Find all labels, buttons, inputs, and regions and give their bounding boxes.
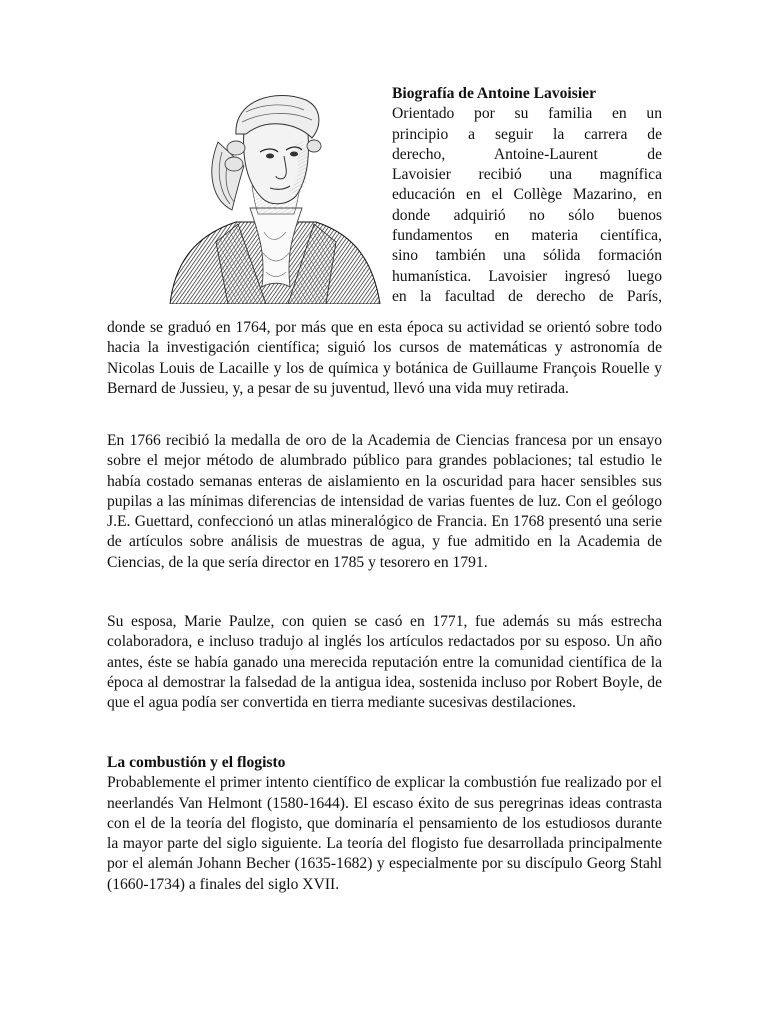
intro-line: humanística. Lavoisier ingresó luego xyxy=(392,267,662,285)
intro-line: educación en el Collège Mazarino, en xyxy=(392,186,662,204)
intro-line: Orientado por su familia en un xyxy=(392,105,662,123)
portrait-image xyxy=(166,82,382,304)
section-combustion xyxy=(107,753,662,895)
intro-line: fundamentos en materia científica, xyxy=(392,227,662,245)
intro-line: sino también una sólida formación xyxy=(392,247,662,265)
document-title: Biografía de Antoine Lavoisier xyxy=(392,85,597,102)
paragraph-3: Su esposa, Marie Paulze, con quien se casó en 1771, fue además su más estrecha colaboradora, e incluso tradujo al inglés los artículos redactados por su esposo. Un año antes, éste se había ganado una merecida reputación entre la comunidad científica de la época al demostrar la falsedad de la antigua idea, sostenida incluso por Robert Boyle, de que el agua podía ser convertida en tierra mediante sucesivas destilaciones. xyxy=(107,613,662,712)
section-paragraph: Probablemente el primer intento científico de explicar la combustión fue realizado por el neerlandés Van Helmont (1580-1644). El escaso éxito de sus peregrinas ideas contrasta con el de la teoría del flogisto, que dominaría el pensamiento de los estudiosos durante la mayor parte del siglo siguiente. La teoría del flogisto fue desarrollada principalmente por el alemán Johann Becher (1635-1682) y especialmente por su discípulo Georg Stahl (1660-1734) a finales del siglo XVII. xyxy=(107,774,662,893)
section-heading: La combustión y el flogisto xyxy=(107,754,286,771)
intro-line: principio a seguir la carrera de xyxy=(392,125,662,143)
intro-line: Lavoisier recibió una magnífica xyxy=(392,166,662,184)
intro-line: donde adquirió no sólo buenos xyxy=(392,206,662,224)
intro-line: en la facultad de derecho de París, xyxy=(392,287,662,305)
intro-block xyxy=(392,84,662,307)
paragraph-2: En 1766 recibió la medalla de oro de la Academia de Ciencias francesa por un ensayo sobre el mejor método de alumbrado público para grandes poblaciones; tal estudio le había costado semanas enteras de aislamiento en la oscuridad para hacer sensibles sus pupilas a las mínimas diferencias de intensidad de varias fuentes de luz. Con el geólogo J.E. Guettard, confeccionó un atlas mineralógico de Francia. En 1768 presentó una serie de artículos sobre análisis de muestras de agua, y fue admitido en la Academia de Ciencias, de la que sería director en 1785 y tesorero en 1791. xyxy=(107,432,662,571)
paragraph-1-continuation: donde se graduó en 1764, por más que en esta época su actividad se orientó sobre todo hacia la investigación científica; siguió los cursos de matemáticas y astronomía de Nicolas Louis de Lacaille y los de química y botánica de Guillaume François Rouelle y Bernard de Jussieu, y, a pesar de su juventud, llevó una vida muy retirada. xyxy=(107,319,662,397)
intro-line: derecho, Antoine-Laurent de xyxy=(392,145,662,163)
